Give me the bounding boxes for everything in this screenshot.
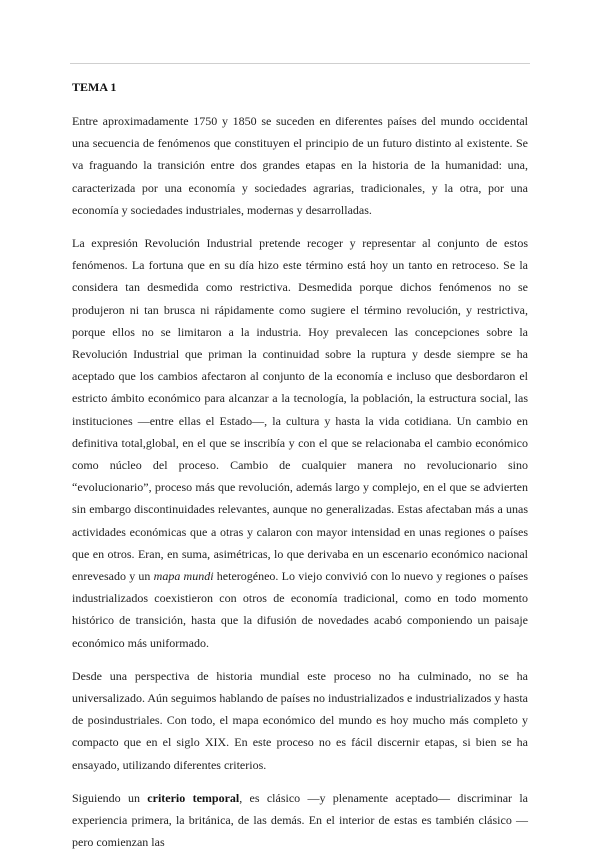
header-rule [70,63,530,64]
paragraph-4-bold-term: criterio temporal [147,790,240,805]
paragraph-2 [72,232,528,654]
paragraph-4-text-a: Siguiendo un [72,790,148,805]
paragraph-2-emphasis: mapa mundi [153,569,214,584]
section-title: TEMA 1 [72,80,117,94]
paragraph-2-text-b: heterogéneo. Lo viejo convivió con lo nuevo y regiones o países industrializados coexistieron con otros de economía tradicional, como en todo momento histórico de transición, hasta que la difusión de novedades acabó componiendo un paisaje económico más uniformado. [72,569,528,650]
paragraph-3: Desde una perspectiva de historia mundial este proceso no ha culminado, no se ha universalizado. Aún seguimos hablando de países no industrializados e industrializados y hasta de posindustriales. Con todo, el mapa económico del mundo es hoy mucho más completo y compacto que en el siglo XIX. En este proceso no es fácil discernir etapas, si bien se ha ensayado, utilizando diferentes criterios. [72,668,528,772]
paragraph-4-text-b: , es clásico —y plenamente aceptado— discriminar la experiencia primera, la británica, de las demás. En el interior de estas es también clásico —pero comienzan las [72,790,528,850]
paragraph-4 [72,787,528,854]
paragraph-2-text-a: La expresión Revolución Industrial pretende recoger y representar al conjunto de estos fenómenos. La fortuna que en su día hizo este término está hoy un tanto en retroceso. Se la considera tan desmedida como restrictiva. Desmedida porque dichos fenómenos no se produjeron ni tan brusca ni rápidamente como sugiere el término revolución, y restrictiva, porque ellos no se limitaron a la industria. Hoy prevalecen las concepciones sobre la Revolución Industrial que priman la continuidad sobre la ruptura y desde siempre se ha aceptado que los cambios afectaron al conjunto de la economía e incluso que desbordaron el estricto ámbito económico para alcanzar a la tecnología, la población, la estructura social, las instituciones —entre ellas el Estado—, la cultura y hasta la vida cotidiana. Un cambio en definitiva total,global, en el que se inscribía y con el que se relacionaba el cambio económico como núcleo del proceso. Cambio de cualquier manera no revolucionario sino “evolucionario”, proceso más que revolución, además largo y complejo, en el que se advierten sin embargo discontinuidades relevantes, aunque no generalizadas. Estas afectaban más a unas actividades económicas que a otras y calaron con mayor intensidad en unas regiones o países que en otros. Eran, en suma, asimétricas, lo que derivaba en un escenario económico nacional enrevesado y un [72,236,528,584]
document-body [72,80,528,865]
paragraph-1: Entre aproximadamente 1750 y 1850 se suceden en diferentes países del mundo occidental una secuencia de fenómenos que constituyen el principio de un futuro distinto al existente. Se va fraguando la transición entre dos grandes etapas en la historia de la humanidad: una, caracterizada por una economía y sociedades agrarias, tradicionales, y la otra, por una economía y sociedades industriales, modernas y desarrolladas. [72,114,528,217]
